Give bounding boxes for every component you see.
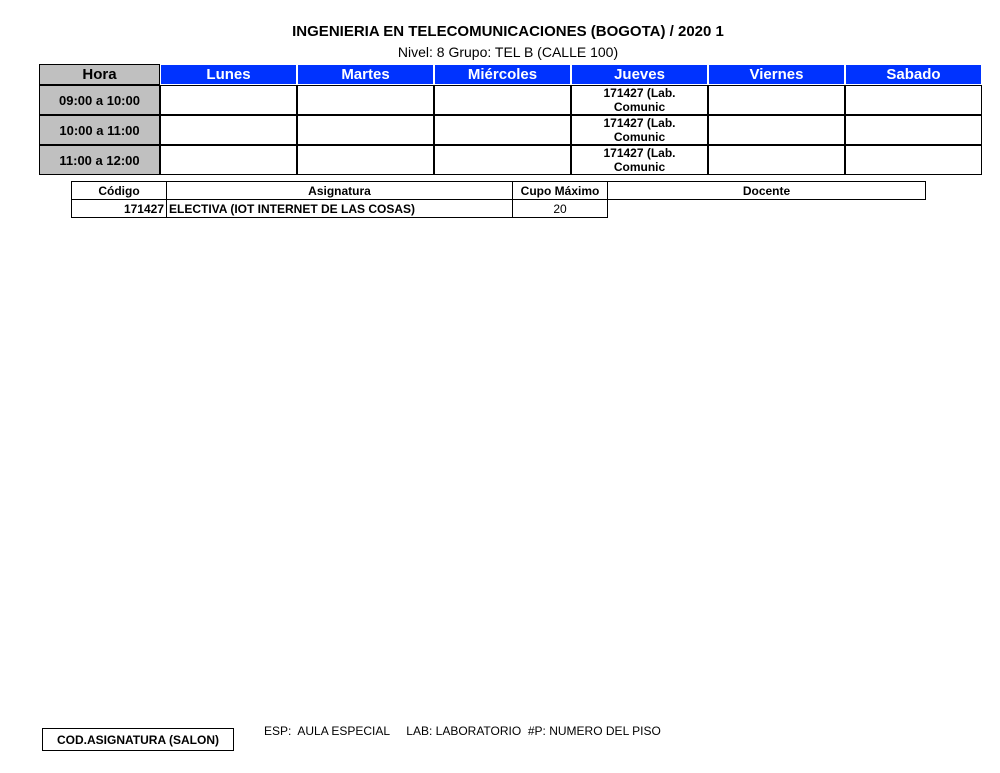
day-header-miercoles: Miércoles <box>434 64 571 85</box>
time-slot: 09:00 a 10:00 <box>39 85 160 115</box>
schedule-cell <box>434 145 571 175</box>
day-header-viernes: Viernes <box>708 64 845 85</box>
class-room-line: Comunic <box>613 160 666 174</box>
class-room-line: Comunic <box>613 100 666 114</box>
page-title: INGENIERIA EN TELECOMUNICACIONES (BOGOTA) / 2020 1 <box>292 23 724 40</box>
schedule-cell <box>160 115 297 145</box>
schedule-header-row <box>39 64 982 85</box>
subject-capacity: 20 <box>513 200 608 218</box>
time-slot: 11:00 a 12:00 <box>39 145 160 175</box>
subject-teacher <box>608 200 926 218</box>
subject-header: Asignatura <box>167 182 513 200</box>
day-header-lunes: Lunes <box>160 64 297 85</box>
class-code-line: 171427 (Lab. <box>603 146 676 160</box>
legend-box: COD.ASIGNATURA (SALON) <box>42 728 234 751</box>
schedule-cell <box>708 85 845 115</box>
class-room-line: Comunic <box>613 130 666 144</box>
schedule-cell <box>434 115 571 145</box>
schedule-cell <box>845 115 982 145</box>
page-subtitle: Nivel: 8 Grupo: TEL B (CALLE 100) <box>397 44 619 60</box>
schedule-cell <box>160 85 297 115</box>
hour-column-header: Hora <box>39 64 160 85</box>
day-header-jueves: Jueves <box>571 64 708 85</box>
capacity-header: Cupo Máximo <box>513 182 608 200</box>
schedule-cell-class <box>571 85 708 115</box>
subject-name: ELECTIVA (IOT INTERNET DE LAS COSAS) <box>167 200 513 218</box>
subjects-table <box>71 181 926 218</box>
table-row <box>72 200 926 218</box>
schedule-cell <box>708 115 845 145</box>
teacher-header: Docente <box>608 182 926 200</box>
schedule-cell-class <box>571 145 708 175</box>
legend-text: ESP: AULA ESPECIAL LAB: LABORATORIO #P: NUMERO DEL PISO <box>264 724 661 738</box>
schedule-row <box>39 85 982 115</box>
schedule-cell <box>160 145 297 175</box>
class-code-line: 171427 (Lab. <box>603 86 676 100</box>
schedule-cell <box>845 145 982 175</box>
schedule-cell <box>434 85 571 115</box>
subject-code: 171427 <box>72 200 167 218</box>
schedule-cell <box>297 145 434 175</box>
day-header-sabado: Sabado <box>845 64 982 85</box>
code-header: Código <box>72 182 167 200</box>
class-code-line: 171427 (Lab. <box>603 116 676 130</box>
schedule-cell <box>297 85 434 115</box>
time-slot: 10:00 a 11:00 <box>39 115 160 145</box>
schedule-row <box>39 115 982 145</box>
schedule-cell <box>708 145 845 175</box>
schedule-cell <box>297 115 434 145</box>
schedule-row <box>39 145 982 175</box>
schedule-table <box>39 64 982 175</box>
subjects-header-row <box>72 182 926 200</box>
schedule-cell-class <box>571 115 708 145</box>
schedule-cell <box>845 85 982 115</box>
day-header-martes: Martes <box>297 64 434 85</box>
